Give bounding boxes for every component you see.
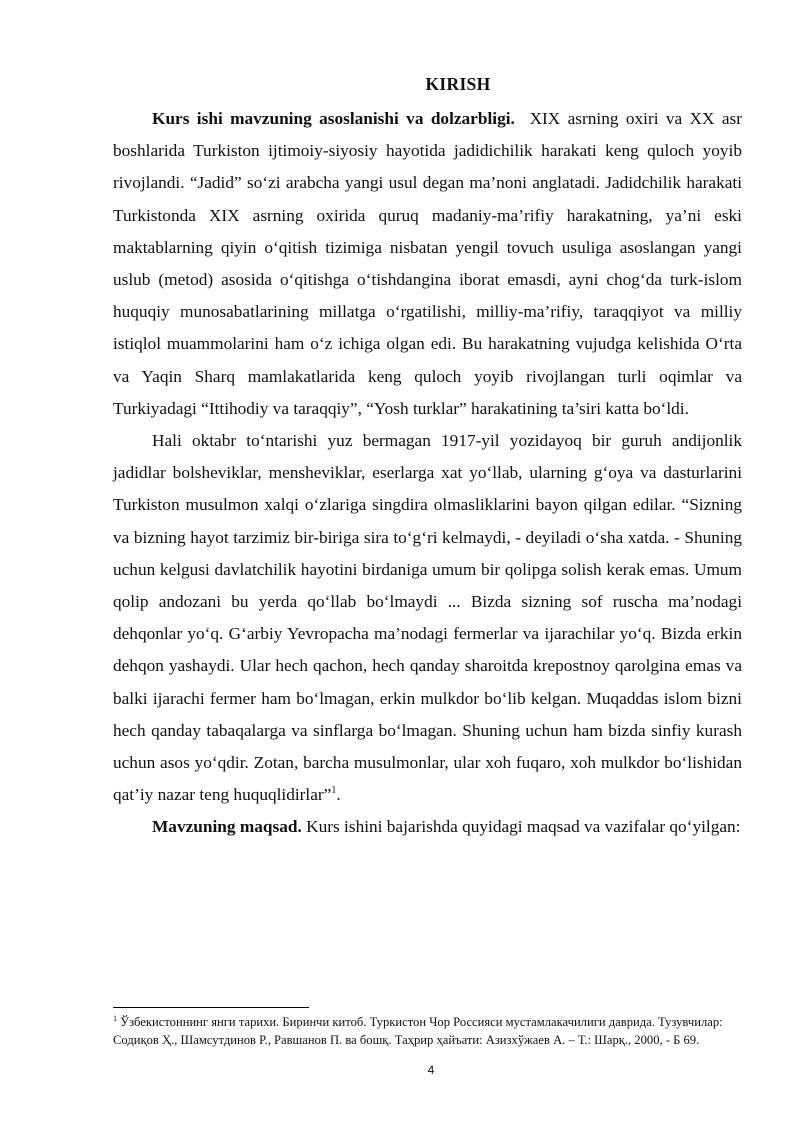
footnote: [113, 1014, 742, 1049]
paragraph-2-text: Hali oktabr to‘ntarishi yuz bermagan 1917-yil yozidayoq bir guruh andijonlik jadidlar bolsheviklar, mensheviklar, eserlarga xat yo‘llab, ularning g‘oya va dasturlarini Turkiston musulmon xalqi o‘zlariga singdira olmasliklarini bayon qilgan edilar. “Sizning va bizning hayot tarzimiz bir-biriga sira to‘g‘ri kelmaydi, - deyiladi o‘sha xatda. - Shuning uchun kelgusi davlatchilik hayotini birdaniga umum bir qolipga solish kerak emas. Umum qolip andozani bu yerda qo‘llab bo‘lmaydi ... Bizda sizning sof ruscha ma’nodagi dehqonlar yo‘q. G‘arbiy Yevropacha ma’nodagi fermerlar va ijarachilar yo‘q. Bizda erkin dehqon yashaydi. Ular hech qachon, hech qanday sharoitda krepostnoy qarolgina emas va balki ijarachi fermer ham bo‘lmagan, erkin mulkdor bo‘lib kelgan. Muqaddas islom bizni hech qanday tabaqalarga va sinflarga bo‘lmagan. Shuning uchun ham bizda sinfiy kurash uchun asos yo‘qdir. Zotan, barcha musulmonlar, ular xoh fuqaro, xoh mulkdor bo‘lishidan qat’iy nazar teng huquqlidirlar”: [113, 431, 742, 805]
footnote-text: Ўзбекистоннинг янги тарихи. Биринчи китоб. Туркистон Чор Россияси мустамлакачилиги даврида. Тузувчилар: Содиқов Ҳ., Шамсутдинов Р., Равшанов П. ва бошқ. Таҳрир ҳайъати: Азизхўжаев А. – Т.: Шарқ., 2000, - Б 69.: [113, 1015, 723, 1047]
section-heading-goal: Mavzuning maqsad.: [152, 817, 302, 837]
paragraph-3-text: Kurs ishini bajarishda quyidagi maqsad va vazifalar qo‘yilgan:: [306, 817, 741, 837]
page-number: 4: [427, 1063, 435, 1077]
page-title: KIRISH: [425, 74, 491, 94]
paragraph-2-end: .: [336, 785, 341, 805]
footnote-reference[interactable]: 1: [331, 785, 337, 797]
footnote-marker: 1: [113, 1013, 117, 1023]
paragraph-3: [113, 811, 742, 843]
paragraph-1: [113, 103, 742, 425]
paragraph-1-text: XIX asrning oxiri va XX asr boshlarida Turkiston ijtimoiy-siyosiy hayotida jadidichilik harakati keng quloch yoyib rivojlandi. “Jadid” so‘zi arabcha yangi usul degan ma’noni anglatadi. Jadidchilik harakati Turkistonda XIX asrning oxirida quruq madaniy-ma’rifiy harakatning, ya’ni eski maktablarning qiyin o‘qitish tizimiga nisbatan yengil tovuch usuliga asoslangan yangi uslub (metod) asosida o‘qitishga o‘tishdangina iborat emasdi, ayni chog‘da turk-islom huquqiy munosabatlarining millatga o‘rgatilishi, milliy-ma’rifiy, taraqqiyot va milliy istiqlol muammolarini ham o‘z ichiga olgan edi. Bu harakatning vujudga kelishida O‘rta va Yaqin Sharq mamlakatlarida keng quloch yoyib rivojlangan turli oqimlar va Turkiyadagi “Ittihodiy va taraqqiy”, “Yosh turklar” harakatining ta’siri katta bo‘ldi.: [113, 109, 743, 418]
section-heading-relevance: Kurs ishi mavzuning asoslanishi va dolzarbligi.: [152, 109, 515, 128]
paragraph-2: [113, 425, 742, 811]
body-text: [113, 103, 742, 844]
footnote-divider: [113, 1007, 309, 1008]
